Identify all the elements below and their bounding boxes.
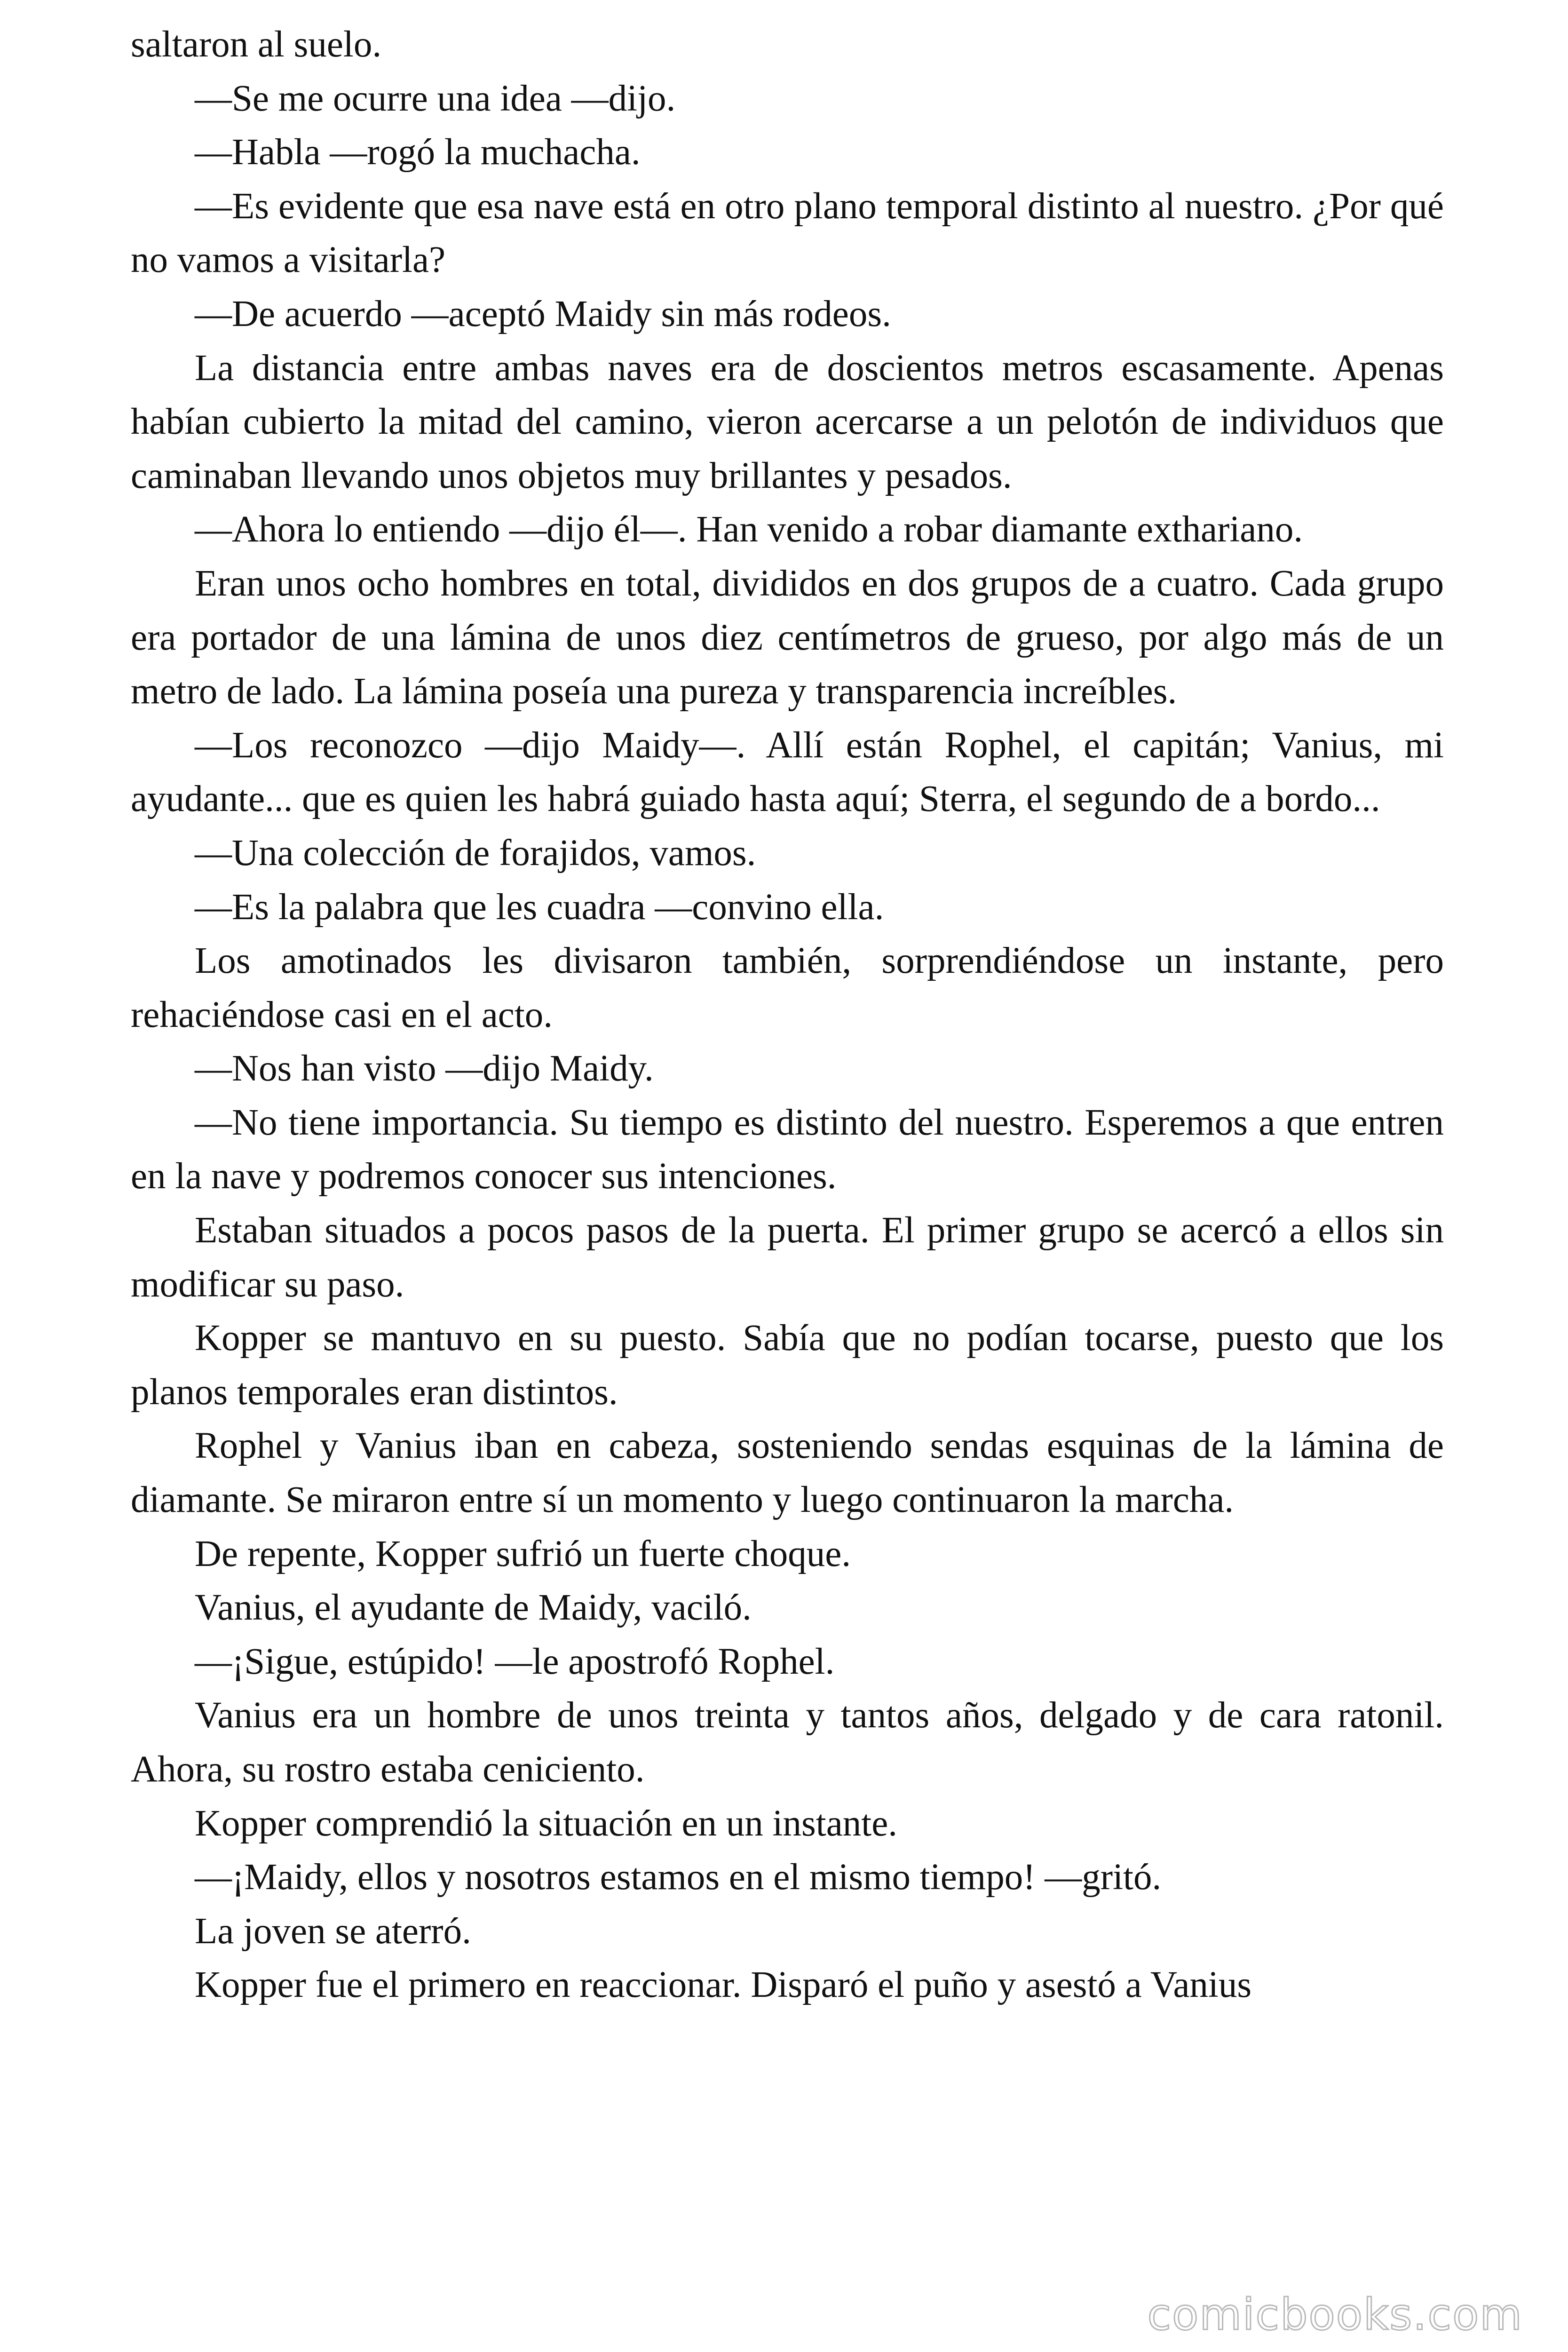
paragraph: Kopper fue el primero en reaccionar. Disparó el puño y asestó a Vanius [195,1964,1252,2006]
paragraph: —Una colección de forajidos, vamos. [195,832,756,874]
paragraph: De repente, Kopper sufrió un fuerte choque. [195,1533,851,1574]
paragraph: Eran unos ocho hombres en total, divididos en dos grupos de a cuatro. Cada grupo era portador de una lámina de unos diez centímetros de grueso, por algo más de un metro de lado. La lámina poseía una pureza y transparencia increíbles. [131,563,1444,712]
paragraph: Kopper comprendió la situación en un instante. [195,1803,898,1844]
paragraph: —Ahora lo entiendo —dijo él—. Han venido a robar diamante exthariano. [195,509,1303,550]
paragraph: —¡Sigue, estúpido! —le apostrofó Rophel. [195,1641,835,1682]
paragraph: Vanius era un hombre de unos treinta y tantos años, delgado y de cara ratonil. Ahora, su rostro estaba ceniciento. [131,1695,1444,1790]
watermark: comicbooks.com [1147,2289,1523,2340]
text-column [131,18,1444,2012]
paragraph: Estaban situados a pocos pasos de la puerta. El primer grupo se acercó a ellos sin modificar su paso. [131,1210,1444,1305]
paragraph: Vanius, el ayudante de Maidy, vaciló. [195,1587,752,1629]
paragraph: —Nos han visto —dijo Maidy. [195,1048,654,1089]
paragraph: saltaron al suelo. [131,24,382,65]
paragraph: La joven se aterró. [195,1910,471,1952]
paragraph: —Es evidente que esa nave está en otro plano temporal distinto al nuestro. ¿Por qué no vamos a visitarla? [131,185,1444,281]
paragraph: La distancia entre ambas naves era de doscientos metros escasamente. Apenas habían cubierto la mitad del camino, vieron acercarse a un pelotón de individuos que caminaban llevando unos objetos muy brillantes y pesados. [131,347,1444,496]
paragraph: Los amotinados les divisaron también, sorprendiéndose un instante, pero rehaciéndose casi en el acto. [131,940,1444,1035]
paragraph: —No tiene importancia. Su tiempo es distinto del nuestro. Esperemos a que entren en la nave y podremos conocer sus intenciones. [131,1102,1444,1197]
paragraph: —Se me ocurre una idea —dijo. [195,78,676,119]
paragraph: —¡Maidy, ellos y nosotros estamos en el mismo tiempo! —gritó. [195,1857,1162,1898]
book-page [131,18,1444,2332]
paragraph: —De acuerdo —aceptó Maidy sin más rodeos. [195,293,891,334]
paragraph: Rophel y Vanius iban en cabeza, sosteniendo sendas esquinas de la lámina de diamante. Se miraron entre sí un momento y luego continuaron la marcha. [131,1425,1444,1521]
paragraph: Kopper se mantuvo en su puesto. Sabía que no podían tocarse, puesto que los planos temporales eran distintos. [131,1318,1444,1413]
paragraph: —Los reconozco —dijo Maidy—. Allí están Rophel, el capitán; Vanius, mi ayudante... que es quien les habrá guiado hasta aquí; Sterra, el segundo de a bordo... [131,724,1444,820]
paragraph: —Habla —rogó la muchacha. [195,132,641,173]
paragraph: —Es la palabra que les cuadra —convino ella. [195,886,884,928]
